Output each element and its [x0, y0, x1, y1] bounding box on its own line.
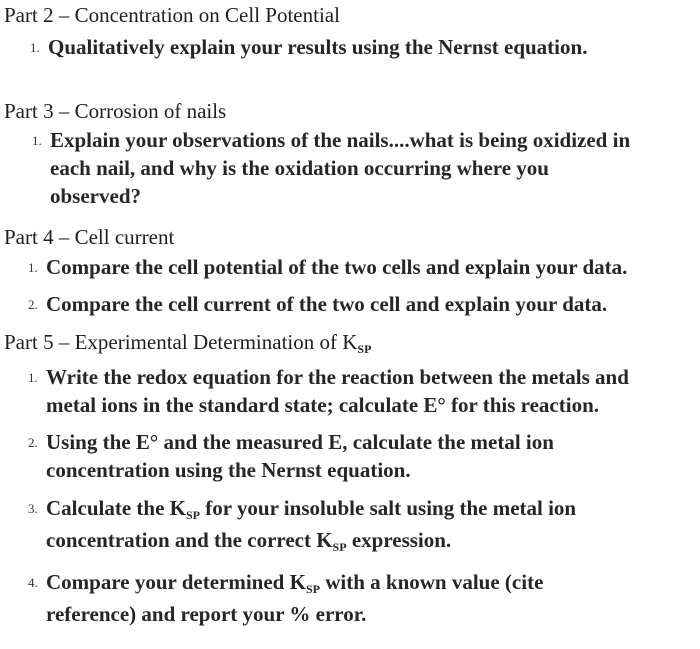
question-text: Qualitatively explain your results using the Nernst equation.	[48, 35, 588, 59]
part-4-question-1	[28, 253, 628, 281]
question-text-line-1	[46, 494, 576, 522]
part-2-question-1	[30, 33, 588, 61]
question-text: Compare the cell potential of the two cells and explain your data.	[46, 255, 628, 279]
question-text: Compare the cell current of the two cell and explain your data.	[46, 292, 608, 316]
question-text-line-1: Write the redox equation for the reaction between the metals and	[46, 365, 629, 389]
question-number: 1.	[32, 133, 42, 148]
ksp-subscript: SP	[305, 582, 320, 596]
part-5-heading-text: Part 5 – Experimental Determination of K	[4, 330, 358, 354]
text-segment: Compare your determined K	[46, 570, 306, 594]
ksp-subscript: SP	[357, 342, 372, 356]
part-5-question-3	[28, 494, 577, 554]
part-5-question-2	[28, 428, 554, 484]
part-2-heading: Part 2 – Concentration on Cell Potential	[4, 3, 340, 27]
question-text-line-2: metal ions in the standard state; calculate E° for this reaction.	[46, 393, 599, 417]
question-number: 1.	[28, 260, 38, 275]
question-text-line-3: observed?	[50, 184, 141, 208]
question-number: 1.	[28, 370, 38, 385]
text-segment: for your insoluble salt using the metal ion	[200, 496, 577, 520]
question-text-line-1: Using the E° and the measured E, calculate the metal ion	[46, 430, 554, 454]
question-text-line-2	[46, 526, 576, 554]
question-number: 1.	[30, 40, 40, 55]
question-text-line-1: Explain your observations of the nails....what is being oxidized in	[50, 128, 631, 152]
text-segment: with a known value (cite	[319, 570, 544, 594]
question-number: 4.	[28, 575, 38, 590]
question-text-line-2: concentration using the Nernst equation.	[46, 458, 411, 482]
question-number: 2.	[28, 435, 38, 450]
part-5-question-1	[28, 363, 629, 419]
part-5-heading	[4, 330, 371, 354]
text-segment: concentration and the correct K	[46, 528, 333, 552]
text-segment: Calculate the K	[46, 496, 186, 520]
part-3-question-1	[32, 126, 631, 210]
question-text-line-2: each nail, and why is the oxidation occurring where you	[50, 156, 549, 180]
question-text-line-2: reference) and report your % error.	[46, 602, 367, 626]
ksp-subscript: SP	[185, 508, 200, 522]
question-text-line-1	[46, 568, 543, 596]
part-4-question-2	[28, 290, 608, 318]
ksp-subscript: SP	[332, 540, 347, 554]
part-5-question-4	[28, 568, 544, 628]
text-segment: expression.	[346, 528, 452, 552]
question-number: 2.	[28, 297, 38, 312]
part-3-heading: Part 3 – Corrosion of nails	[4, 99, 227, 123]
question-number: 3.	[28, 501, 38, 516]
part-4-heading: Part 4 – Cell current	[4, 225, 175, 249]
